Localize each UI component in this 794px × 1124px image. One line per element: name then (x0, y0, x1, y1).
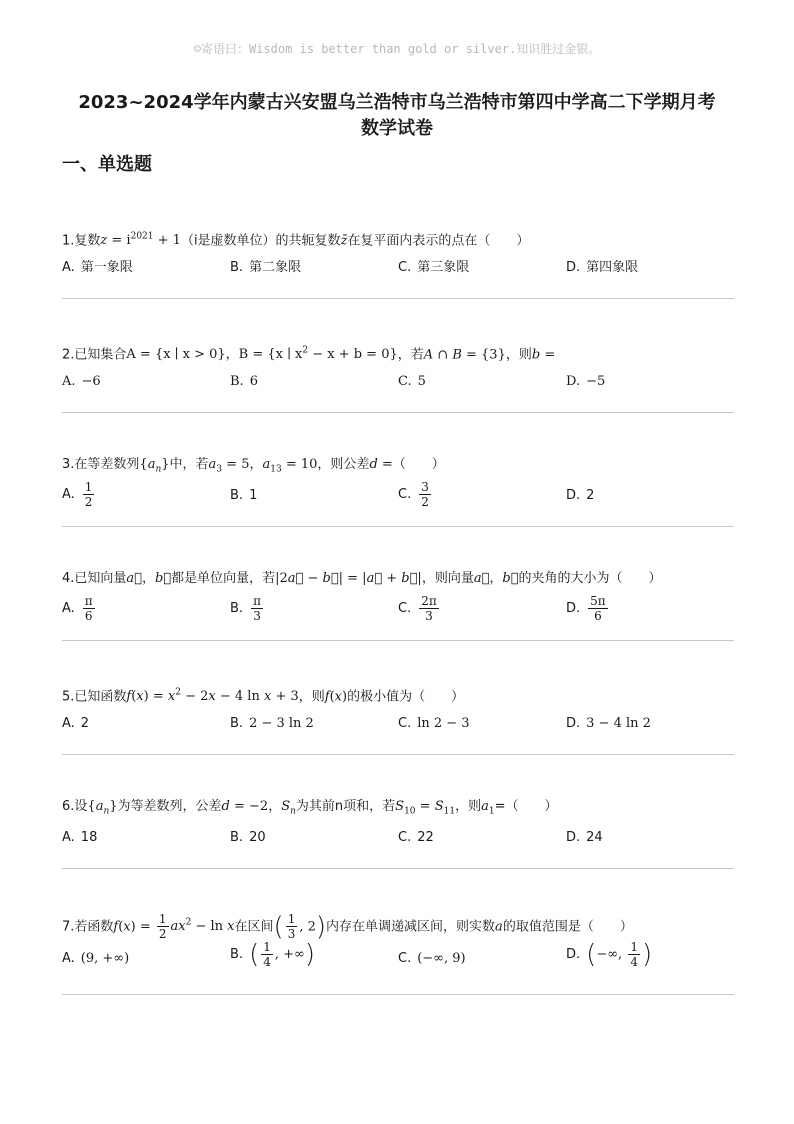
question-4 (62, 568, 734, 682)
question-1-stem: 1.复数$z = i^{2021} + 1(i$是虚数单位）的共轭复数z̄在复平面内表示的点在（ ） (62, 232, 530, 249)
option-c[interactable]: C. 22 (398, 830, 434, 845)
section-title: 一、单选题 (62, 154, 152, 175)
title-line-1: 2023~2024学年内蒙古兴安盟乌兰浩特市乌兰浩特市第四中学高二下学期月考 (78, 92, 716, 113)
option-c[interactable]: C. (−∞, 9) (398, 951, 466, 966)
divider (62, 640, 734, 641)
option-a[interactable]: A. (9, +∞) (62, 951, 130, 966)
option-d[interactable]: D. $\frac{5\pi}{6}$ (566, 594, 606, 623)
question-2 (62, 340, 734, 454)
question-1 (62, 226, 734, 340)
option-c[interactable]: C. $\frac{2\pi}{3}$ (398, 594, 437, 623)
title-line-2: 数学试卷 (361, 118, 433, 139)
option-c[interactable]: C. 第三象限 (398, 260, 470, 275)
option-b[interactable]: B. $\frac{\pi}{3}$ (230, 594, 261, 623)
option-c[interactable]: C. ln 2 − 3 (398, 716, 470, 731)
option-d[interactable]: D. 24 (566, 830, 603, 845)
divider (62, 526, 734, 527)
question-4-stem: 4.已知向量a⃗，b⃗都是单位向量，若|2a⃗ − b⃗| = |a⃗ + b⃗|，则向量a⃗，b⃗的夹角的大小为（ ） (62, 571, 662, 586)
divider (62, 412, 734, 413)
option-a[interactable]: A. −6 (62, 374, 101, 389)
option-a[interactable]: A. 第一象限 (62, 260, 133, 275)
option-d[interactable]: D. 3 − 4 ln 2 (566, 716, 651, 731)
question-5-stem: 5.已知函数$f(x) = x^2 - 2x - 4$ ln x + 3，则f(x)的极小值为（ ） (62, 688, 465, 705)
option-d[interactable]: D. (−∞, $\frac{1}{4}$ ) (566, 939, 653, 970)
divider (62, 868, 734, 869)
question-6 (62, 796, 734, 910)
option-b[interactable]: B. 1 (230, 488, 258, 503)
option-b[interactable]: B. 2 − 3 ln 2 (230, 716, 314, 731)
question-7-stem: 7.若函数f(x) = $\frac{1}{2}$ $ax^2 - \ln x$在区间( $\frac{1}{3}$ , 2)内存在单调递减区间，则实数a的取值范围是（ ） (62, 911, 633, 942)
option-b[interactable]: B. ( $\frac{1}{4}$ , +∞) (230, 939, 316, 970)
divider (62, 754, 734, 755)
question-6-stem: 6.设$\{a_n\}$为等差数列，公差d = −2，$S_n$为其前n项和，若$S_{10} = S_{11}$，则$a_1=$（ ） (62, 799, 558, 817)
question-2-stem: 2.已知集合A = {x ∣ x > 0}，B = {x ∣ $x^2 - x + b = 0$}，若A ∩ B = {3}，则b = (62, 346, 556, 363)
option-b[interactable]: B. 6 (230, 374, 258, 389)
question-3-stem: 3.在等差数列$\{a_n\}$中，若$a_3 = 5$，$a_{13} = 10$，则公差d =（ ） (62, 457, 445, 475)
option-d[interactable]: D. 2 (566, 488, 595, 503)
option-a[interactable]: A. $\frac{1}{2}$ (62, 480, 93, 509)
option-c[interactable]: C. 5 (398, 374, 426, 389)
divider (62, 994, 734, 995)
option-d[interactable]: D. 第四象限 (566, 260, 639, 275)
option-b[interactable]: B. 第二象限 (230, 260, 302, 275)
option-b[interactable]: B. 20 (230, 830, 266, 845)
question-3 (62, 454, 734, 568)
divider (62, 298, 734, 299)
motto: ☺寄语曰：Wisdom is better than gold or silver.知识胜过金银。 (193, 42, 601, 56)
exam-title (40, 90, 754, 142)
option-a[interactable]: A. 2 (62, 716, 90, 731)
option-d[interactable]: D. −5 (566, 374, 606, 389)
option-a[interactable]: A. 18 (62, 830, 98, 845)
option-c[interactable]: C. $\frac{3}{2}$ (398, 480, 429, 509)
option-a[interactable]: A. $\frac{\pi}{6}$ (62, 594, 93, 623)
question-7 (62, 906, 734, 1020)
question-5 (62, 682, 734, 796)
